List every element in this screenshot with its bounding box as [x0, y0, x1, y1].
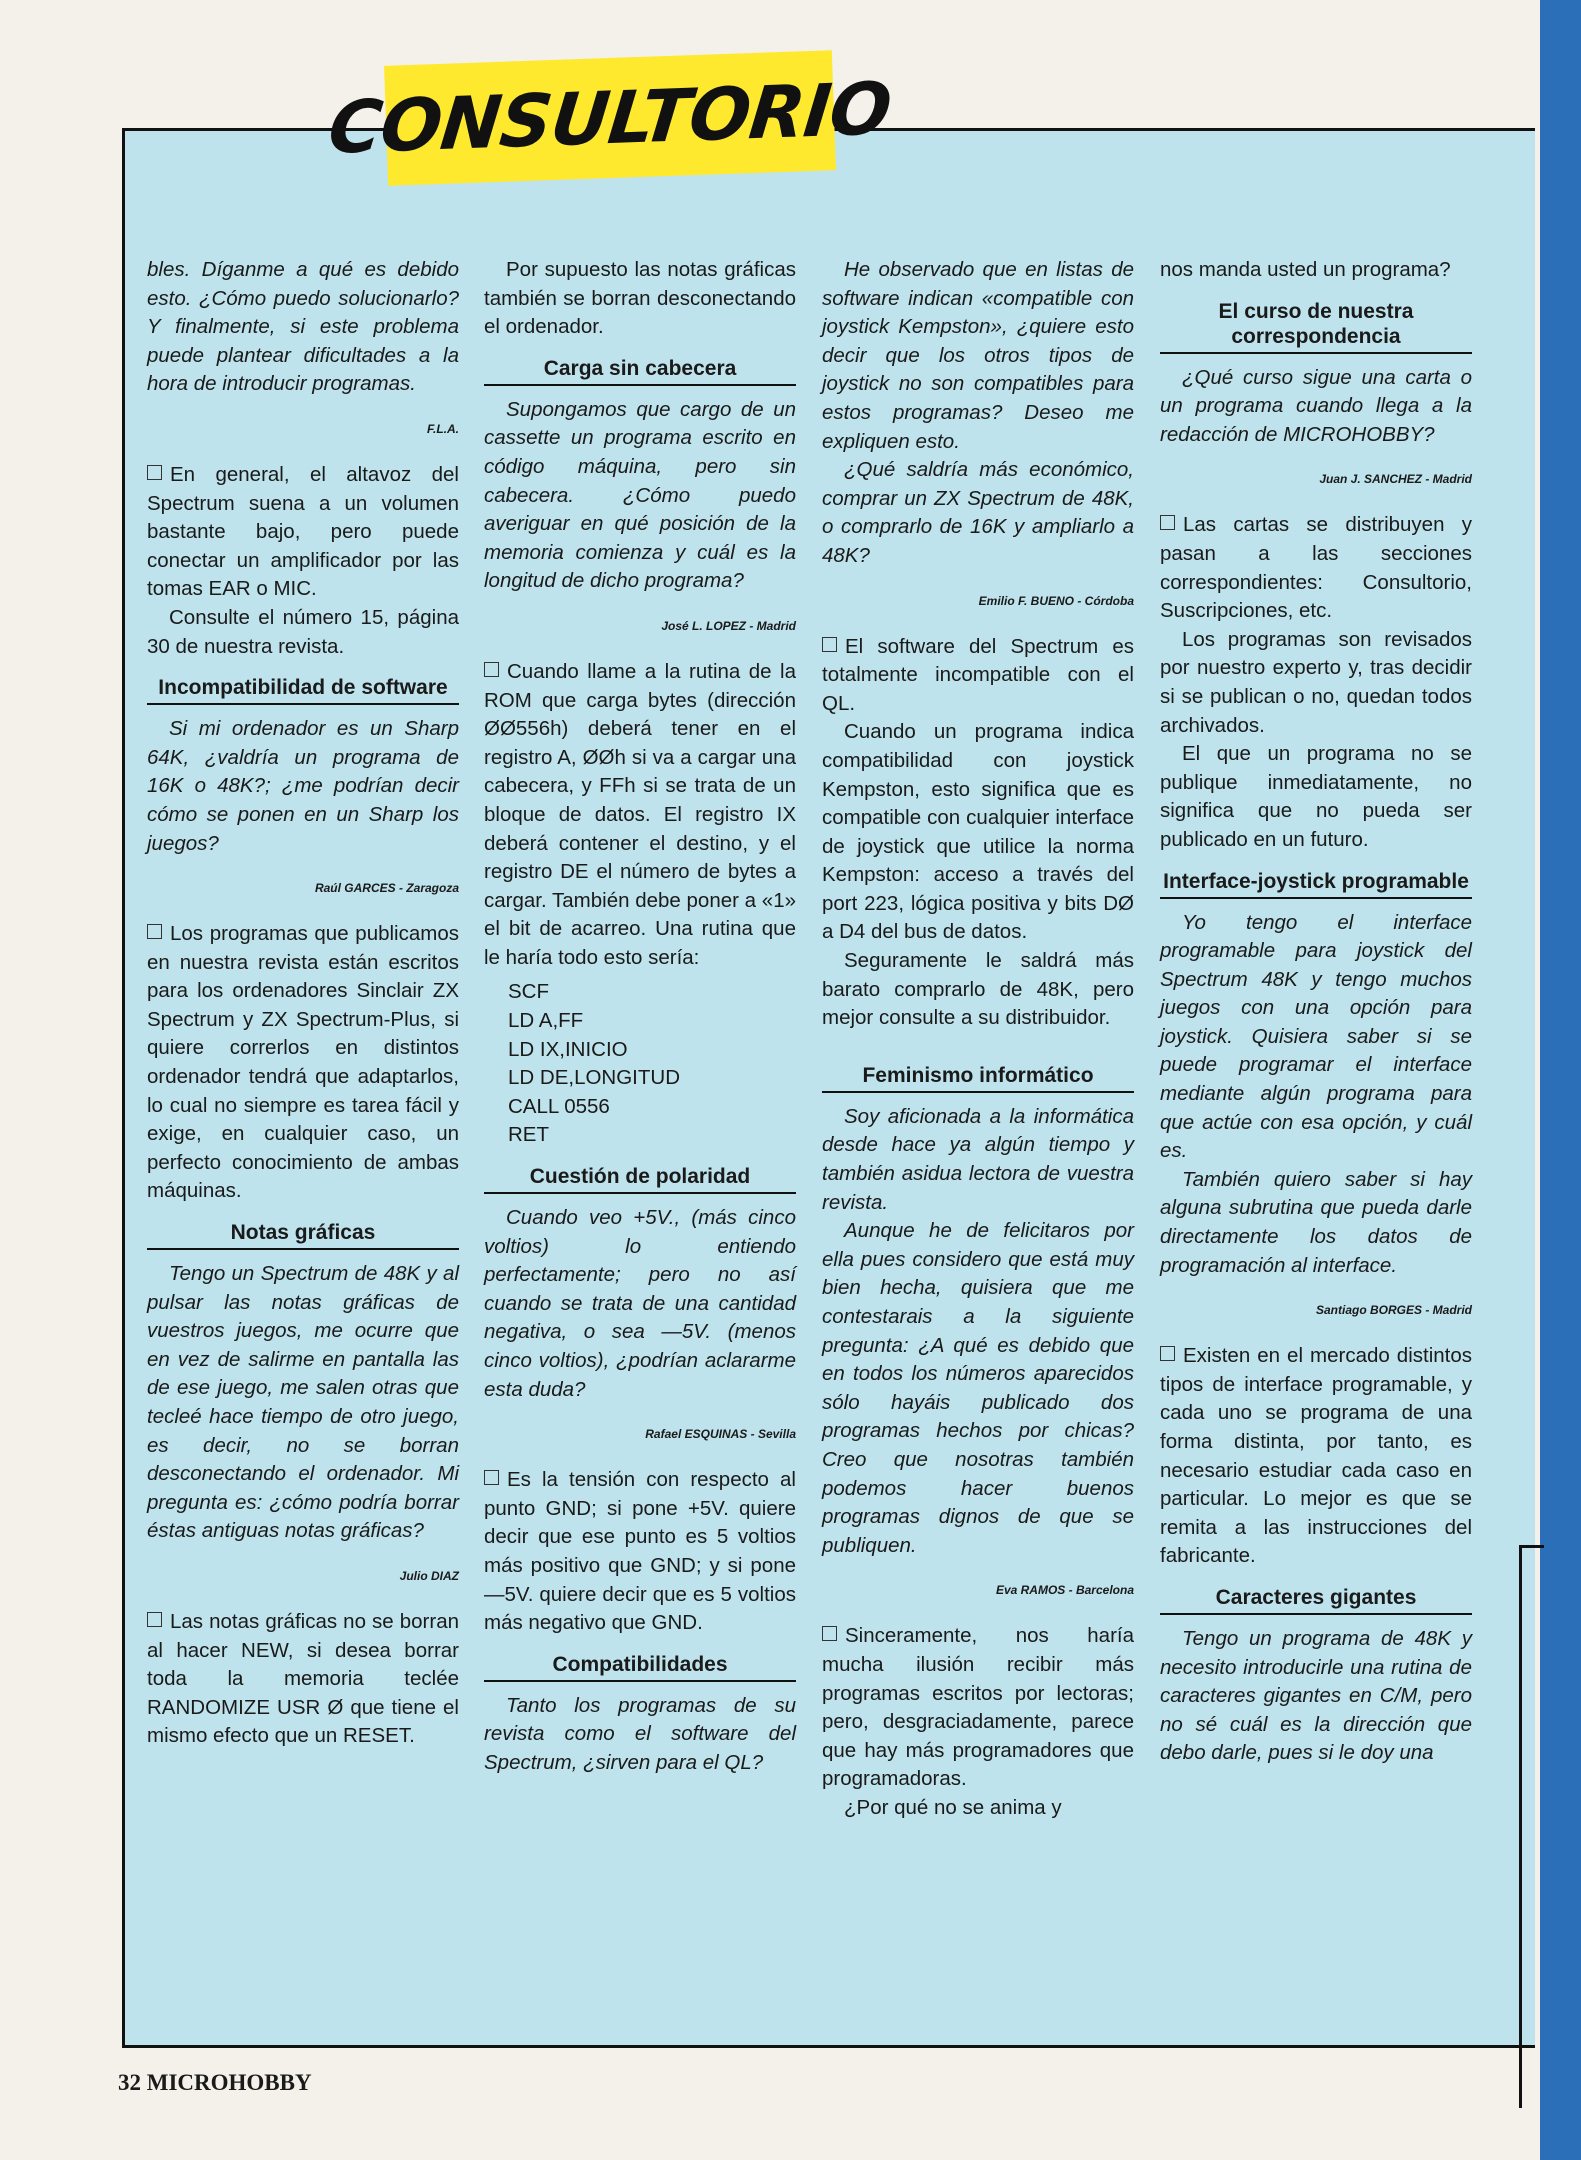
letter-signature: Santiago BORGES - Madrid [1315, 1303, 1472, 1318]
answer-text: Seguramente le saldrá más barato comprarlo de 48K, pero mejor consulte a su distribuidor. [822, 949, 1134, 1030]
letter-text: Tanto los programas de su revista como el software del Spectrum, ¿sirven para el QL? [484, 1693, 796, 1774]
answer-text: Cuando llame a la rutina de la ROM que carga bytes (dirección ØØ556h) deberá tener en el registro A, ØØh si va a cargar una cabecera, y FFh si se trata de un bloque de datos. El registro IX deberá contener el destino, y el registro DE el número de bytes a cargar. También debe poner a «1» el bit de acarreo. Una rutina que le haría todo esto sería: [484, 659, 796, 969]
letter-signature: Raúl GARCES - Zaragoza [314, 881, 459, 896]
letter-text: ¿Qué saldría más económico, comprar un ZX Spectrum de 48K, o comprarlo de 16K y ampliarlo a 48K? [822, 458, 1134, 567]
magazine-name: MICROHOBBY [146, 2070, 312, 2095]
letter-text: Soy aficionada a la informática desde hace ya algún tiempo y también asidua lectora de vuestra revista. [822, 1104, 1134, 1214]
answer-text: nos manda usted un programa? [1160, 258, 1451, 281]
answer-text: Sinceramente, nos haría mucha ilusión recibir más programas escritos por lectoras; pero, desgraciadamente, parece que hay más programadores que programadoras. [822, 1624, 1134, 1791]
letter-text: Tengo un programa de 48K y necesito introducirle una rutina de caracteres gigantes en C/M, pero no sé cuál es la dirección que debo darle, pues si le doy una [1160, 1626, 1472, 1765]
page-number: 32 [118, 2070, 141, 2095]
section-heading: Compatibilidades [484, 1652, 796, 1682]
answer-text: En general, el altavoz del Spectrum suena a un volumen bastante bajo, pero puede conectar un amplificador por las tomas EAR o MIC. [147, 462, 459, 601]
answer-marker-icon [147, 465, 162, 480]
answer-text: Las cartas se distribuyen y pasan a las secciones correspondientes: Consultorio, Suscripciones, etc. [1160, 513, 1472, 623]
answer-marker-icon [822, 1626, 837, 1641]
page-edge-strip [1540, 0, 1581, 2160]
letter-signature: Eva RAMOS - Barcelona [995, 1583, 1134, 1598]
letter-signature: F.L.A. [427, 421, 459, 436]
page-footer [118, 2070, 312, 2096]
letter-signature: Emilio F. BUENO - Córdoba [978, 593, 1134, 608]
answer-marker-icon [1160, 515, 1175, 530]
column-2 [484, 256, 796, 1778]
column-4 [1160, 256, 1472, 1768]
section-heading: Interface-joystick programable [1160, 869, 1472, 899]
section-heading: Notas gráficas [147, 1220, 459, 1250]
answer-text: Los programas son revisados por nuestro experto y, tras decidir si se publican o no, quedan todos archivados. [1160, 627, 1472, 737]
letter-signature: Rafael ESQUINAS - Sevilla [645, 1427, 796, 1442]
code-line: LD IX,INICIO [508, 1037, 628, 1061]
answer-marker-icon [147, 924, 162, 939]
letter-text: Supongamos que cargo de un cassette un programa escrito en código máquina, pero sin cabecera. ¿Cómo puedo averiguar en qué posición de la memoria comienza y cuál es la longitud de dicho programa? [484, 397, 796, 593]
answer-marker-icon [822, 637, 837, 652]
answer-text: El software del Spectrum es totalmente incompatible con el QL. [822, 634, 1134, 715]
answer-text: Cuando un programa indica compatibilidad con joystick Kempston, esto significa que es compatible con cualquier interface de joystick que utilice la norma Kempston: acceso a través del port 223, lógica positiva y bits DØ a D4 del bus de datos. [822, 720, 1134, 944]
section-heading: El curso de nuestra correspondencia [1160, 299, 1472, 354]
letter-text: bles. Díganme a qué es debido esto. ¿Cómo puedo solucionarlo? Y finalmente, si este problema puede plantear dificultades a la hora de introducir programas. [147, 258, 459, 396]
letter-text: Tengo un Spectrum de 48K y al pulsar las notas gráficas de vuestros juegos, me ocurre que en vez de salirme en pantalla las de ese juego, me salen otras que tecleé hace tiempo de otro juego, es decir, no se borran desconectando el ordenador. Mi pregunta es: ¿cómo podría borrar éstas antiguas notas gráficas? [147, 1262, 459, 1543]
section-title: CONSULTORIO [325, 66, 895, 170]
answer-marker-icon [484, 1470, 499, 1485]
column-1 [147, 256, 459, 1751]
answer-text: Existen en el mercado distintos tipos de interface programable, y cada uno se programa de una forma distinta, por tanto, es necesario estudiar cada caso en particular. Lo mejor es que se remita a las instrucciones del fabricante. [1160, 1344, 1472, 1568]
letter-signature: José L. LOPEZ - Madrid [661, 618, 796, 633]
letter-text: Si mi ordenador es un Sharp 64K, ¿valdría un programa de 16K o 48K?; ¿me podrían decir cómo se ponen en un Sharp los juegos? [147, 717, 459, 855]
letter-text: He observado que en listas de software indican «compatible con joystick Kempston», ¿quiere esto decir que los otros tipos de joystick no son compatibles para estos programas? Deseo me expliquen esto. [822, 258, 1134, 453]
letter-text: ¿Qué curso sigue una carta o un programa cuando llega a la redacción de MICROHOBBY? [1160, 365, 1472, 446]
code-line: LD DE,LONGITUD [508, 1066, 680, 1090]
letter-text: Yo tengo el interface programable para joystick del Spectrum 48K y tengo muchos juegos con una opción para joystick. Quisiera saber si se puede programar el interface mediante algún programa para que actúe con esa opción, y cuál es. [1160, 910, 1472, 1163]
section-heading: Caracteres gigantes [1160, 1585, 1472, 1615]
code-line: LD A,FF [508, 1009, 584, 1033]
answer-text: Consulte el número 15, página 30 de nuestra revista. [147, 605, 459, 658]
code-line: RET [508, 1123, 549, 1147]
code-listing [508, 978, 796, 1150]
code-line: CALL 0556 [508, 1094, 610, 1118]
letter-signature: Juan J. SANCHEZ - Madrid [1319, 472, 1472, 487]
code-line: SCF [508, 980, 549, 1004]
letter-text: Cuando veo +5V., (más cinco voltios) lo entiendo perfectamente; pero no así cuando se trata de una cantidad negativa, o sea —5V. (menos cinco voltios), ¿podrían aclararme esta duda? [484, 1206, 796, 1401]
answer-text: El que un programa no se publique inmediatamente, no significa que no pueda ser publicado en un futuro. [1160, 742, 1472, 851]
letter-signature: Julio DIAZ [399, 1568, 459, 1583]
answer-marker-icon [484, 662, 499, 677]
section-title-banner [325, 50, 895, 186]
frame-corner-mark [1519, 1545, 1544, 2108]
answer-text: Es la tensión con respecto al punto GND; si pone +5V. quiere decir que ese punto es 5 voltios más positivo que GND; y si pone —5V. quiere decir que es 5 voltios más negativo que GND. [484, 1468, 796, 1635]
section-heading: Feminismo informático [822, 1063, 1134, 1093]
answer-text: Los programas que publicamos en nuestra revista están escritos para los ordenadores Sinclair ZX Spectrum y ZX Spectrum-Plus, si quiere correrlos en distintos ordenador tendrá que adaptarlos, lo cual no siempre es tarea fácil y exige, en cualquier caso, un perfecto conocimiento de ambas máquinas. [147, 922, 459, 1203]
column-3 [822, 256, 1134, 1823]
answer-text: ¿Por qué no se anima y [844, 1795, 1062, 1819]
answer-text: Las notas gráficas no se borran al hacer NEW, si desea borrar toda la memoria teclée RANDOMIZE USR Ø que tiene el mismo efecto que un RESET. [147, 1609, 459, 1748]
answer-text: Por supuesto las notas gráficas también se borran desconectando el ordenador. [484, 258, 796, 339]
answer-marker-icon [147, 1612, 162, 1627]
letter-text: También quiero saber si hay alguna subrutina que pueda darle directamente los datos de programación al interface. [1160, 1167, 1472, 1277]
section-heading: Carga sin cabecera [484, 356, 796, 386]
answer-marker-icon [1160, 1346, 1175, 1361]
section-heading: Cuestión de polaridad [484, 1164, 796, 1194]
letter-text: Aunque he de felicitaros por ella pues considero que está muy bien hecha, quisiera que me contestarais a la siguiente pregunta: ¿A qué es debido que en todos los números aparecidos sólo hayáis publicado dos programas hechos por chicas? Creo que nosotras también podemos hacer buenos programas dignos de que se publiquen. [822, 1219, 1134, 1557]
section-heading: Incompatibilidad de software [147, 675, 459, 705]
